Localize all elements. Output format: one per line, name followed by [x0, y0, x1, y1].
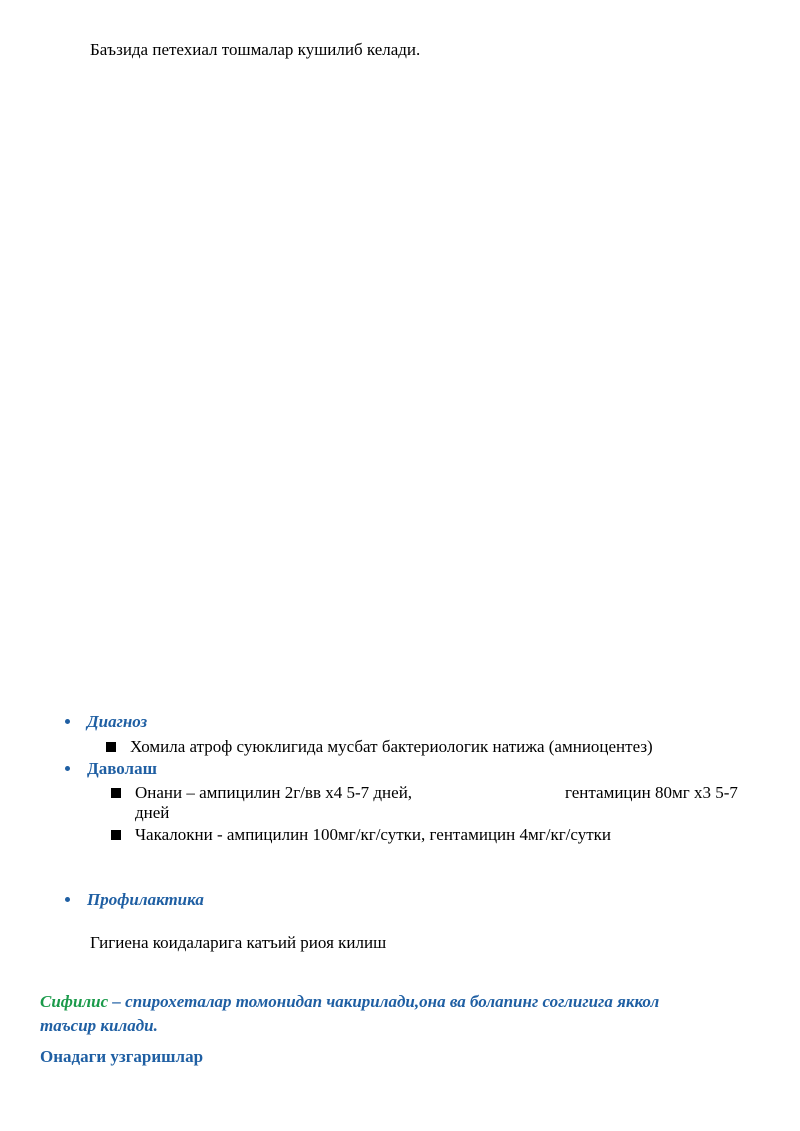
treatment-item-mother-cont: дней — [135, 803, 170, 822]
diagnosis-item: Хомила атроф суюклигида мусбат бактериологик натижа (амниоцентез) — [130, 737, 653, 756]
syphilis-term: Сифилис — [40, 992, 109, 1011]
syphilis-definition-cont: таъсир килади. — [40, 1016, 158, 1035]
bullet-dot-icon — [65, 719, 70, 724]
section-heading: Онадаги узгаришлар — [40, 1047, 204, 1066]
diagnosis-heading: Диагноз — [87, 712, 148, 731]
treatment-item-mother-gentamicin: гентамицин 80мг х3 5-7 — [565, 783, 738, 802]
intro-text: Баъзида петехиал тошмалар кушилиб келади. — [90, 40, 421, 59]
square-bullet-icon — [106, 742, 116, 752]
bullet-dot-icon — [65, 897, 70, 902]
treatment-item-mother: Онани – ампицилин 2г/вв х4 5-7 дней, — [135, 783, 413, 802]
prophylaxis-heading: Профилактика — [87, 890, 204, 909]
syphilis-definition: – спирохеталар томонидап чакирилади,она ва болапинг соглигига яккол — [108, 992, 660, 1011]
treatment-item-newborn: Чакалокни - ампицилин 100мг/кг/сутки, гентамицин 4мг/кг/сутки — [135, 825, 612, 844]
square-bullet-icon — [111, 830, 121, 840]
treatment-heading: Даволаш — [87, 759, 157, 778]
bullet-dot-icon — [65, 766, 70, 771]
square-bullet-icon — [111, 788, 121, 798]
syphilis-paragraph — [40, 990, 760, 1038]
prophylaxis-text: Гигиена коидаларига катъий риоя килиш — [90, 933, 387, 952]
